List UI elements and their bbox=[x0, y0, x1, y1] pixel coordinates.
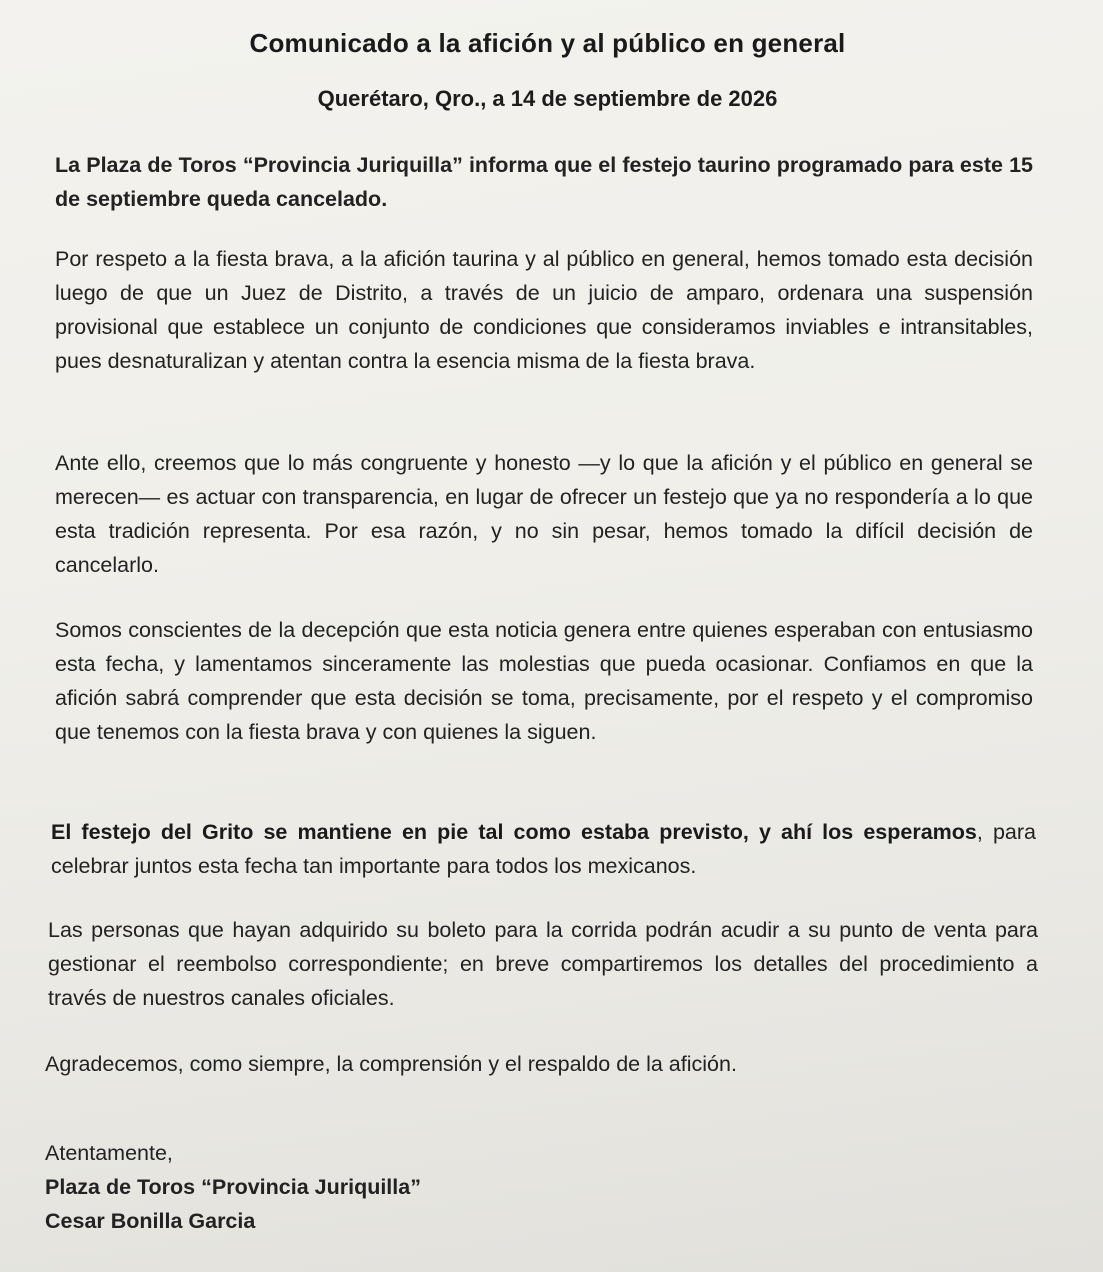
paragraph-6: Agradecemos, como siempre, la comprensión y el respaldo de la afición. bbox=[45, 1052, 737, 1076]
date-line: Querétaro, Qro., a 14 de septiembre de 2026 bbox=[317, 86, 778, 111]
document-title: Comunicado a la afición y al público en general bbox=[249, 28, 846, 58]
closing-line: Atentamente, bbox=[45, 1141, 173, 1165]
signature-block bbox=[45, 1136, 421, 1238]
paragraph-4-bold: El festejo del Grito se mantiene en pie tal como estaba previsto, y ahí los esperamos bbox=[51, 820, 977, 844]
paragraph-3: Somos conscientes de la decepción que esta noticia genera entre quienes esperaban con entusiasmo esta fecha, y lamentamos sinceramente las molestias que pueda ocasionar. Confiamos en que la afición sabrá comprender que esta decisión se toma, precisamente, por el respeto y el compromiso que tenemos con la fiesta brava y con quienes la siguen. bbox=[55, 618, 1033, 744]
paragraph-1: Por respeto a la fiesta brava, a la afición taurina y al público en general, hemos tomado esta decisión luego de que un Juez de Distrito, a través de un juicio de amparo, ordenara una suspensión provisional que establece un conjunto de condiciones que consideramos inviables e intransitables, pues desnaturalizan y atentan contra la esencia misma de la fiesta brava. bbox=[55, 247, 1033, 373]
signature-name: Cesar Bonilla Garcia bbox=[45, 1209, 256, 1233]
paragraph-4 bbox=[51, 815, 1036, 883]
paragraph-2: Ante ello, creemos que lo más congruente y honesto —y lo que la afición y el público en general se merecen— es actuar con transparencia, en lugar de ofrecer un festejo que ya no respondería a lo que esta tradición representa. Por esa razón, y no sin pesar, hemos tomado la difícil decisión de cancelarlo. bbox=[55, 451, 1033, 577]
paragraph-4-rest: , para celebrar juntos esta fecha tan importante para todos los mexicanos. bbox=[51, 820, 1037, 878]
signature-organization: Plaza de Toros “Provincia Juriquilla” bbox=[45, 1175, 421, 1199]
paragraph-5: Las personas que hayan adquirido su boleto para la corrida podrán acudir a su punto de venta para gestionar el reembolso correspondiente; en breve compartiremos los detalles del procedimiento a través de nuestros canales oficiales. bbox=[48, 918, 1038, 1010]
intro-paragraph: La Plaza de Toros “Provincia Juriquilla” informa que el festejo taurino programado para este 15 de septiembre queda cancelado. bbox=[55, 153, 1033, 211]
